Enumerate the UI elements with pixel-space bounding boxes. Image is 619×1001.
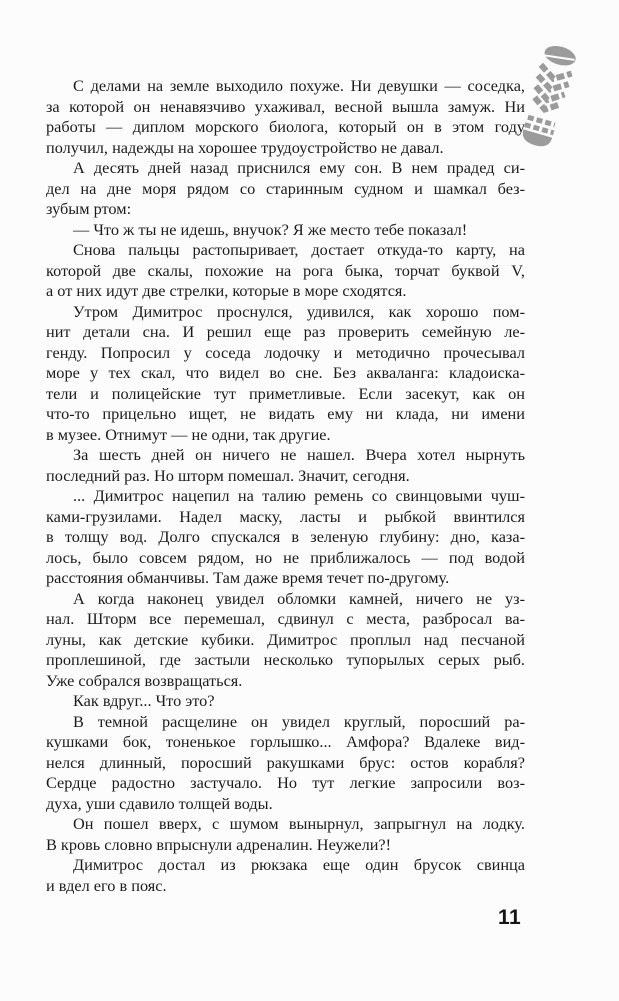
page-text <box>46 76 525 896</box>
text-line: В темной расщелине он увидел круглый, поросший ра- <box>73 711 525 731</box>
paragraph <box>46 855 525 896</box>
text-line: лось, было совсем рядом, но не приближалось — под водой <box>46 547 525 567</box>
text-line: А когда наконец увидел обломки камней, ничего не уз- <box>73 588 525 608</box>
text-line: Уже собрался возвращаться. <box>46 670 243 690</box>
paragraph <box>46 302 525 446</box>
text-line: кушками бок, тоненькое горлышко... Амфора? Вдалеке вид- <box>46 732 525 751</box>
text-line: С делами на земле выходило похуже. Ни девушки — соседка, <box>73 76 525 95</box>
text-line: в музее. Отнимут — не одни, так другие. <box>46 424 331 444</box>
paragraph <box>46 486 525 589</box>
text-line: работы — диплом морского биолога, который он в этом году <box>46 117 525 136</box>
text-line: ... Димитрос нацепил на талию ремень со свинцовыми чуш- <box>73 486 525 505</box>
text-line: которой две скалы, похожие на рога быка, торчат буквой V, <box>46 260 525 280</box>
text-line: В кровь словно впрыснули адреналин. Неужели?! <box>46 834 392 854</box>
text-line: и вдел его в пояс. <box>46 875 167 895</box>
text-line: зубым ртом: <box>46 199 132 218</box>
text-line: Как вдруг... Что это? <box>73 691 215 710</box>
text-line: Сердце радостно застучало. Но тут легкие запросили воз- <box>46 773 525 792</box>
text-line: генду. Попросил у соседа лодочку и методично прочесывал <box>46 342 525 362</box>
text-line: расстояния обманчивы. Там даже время течет по-другому. <box>46 568 450 587</box>
text-line: — Что ж ты не идешь, внучок? Я же место тебе показал! <box>73 219 468 239</box>
text-line: луны, как детские кубики. Димитрос проплыл над песчаной <box>46 629 525 649</box>
paragraph <box>46 240 525 302</box>
text-line: Димитрос достал из рюкзака еще один брусок свинца <box>73 855 525 874</box>
text-line: За шесть дней он ничего не нашел. Вчера хотел нырнуть <box>73 445 525 464</box>
text-line: получил, надежды на хорошее трудоустройство не давал. <box>46 137 444 157</box>
page-number: 11 <box>498 906 522 929</box>
text-line: духа, уши сдавило толщей воды. <box>46 793 273 813</box>
text-line: за которой он ненавязчиво ухаживал, весной вышла замуж. Ни <box>46 96 525 116</box>
text-line: нелся длинный, поросший ракушками брус: остов корабля? <box>46 752 525 772</box>
text-line: проплешиной, где застыли несколько тупорылых серых рыб. <box>46 650 525 669</box>
paragraph <box>46 712 525 815</box>
text-line: тели и полицейские тут приметливые. Если засекут, как он <box>46 383 525 403</box>
text-line: Он пошел вверх, с шумом вынырнул, запрыгнул на лодку. <box>73 814 525 833</box>
text-line: ками-грузилами. Надел маску, ласты и рыбкой ввинтился <box>46 506 525 526</box>
paragraph <box>46 691 525 712</box>
paragraph <box>46 445 525 486</box>
text-line: дел на дне моря рядом со старинным судном и шамкал без- <box>46 178 525 198</box>
text-line: последний раз. Но шторм помешал. Значит, сегодня. <box>46 465 410 485</box>
text-line: нит детали сна. И решил еще раз проверить семейную ле- <box>46 322 525 341</box>
text-line: море у тех скал, что видел во сне. Без акваланга: кладоиска- <box>46 363 525 382</box>
paragraph <box>46 814 525 855</box>
text-line: что-то прицельно ищет, не видать ему ни клада, ни имени <box>46 404 525 423</box>
paragraph <box>46 76 525 158</box>
text-line: в толщу вод. Долго спускался в зеленую глубину: дно, каза- <box>46 527 525 546</box>
text-line: а от них идут две стрелки, которые в море сходятся. <box>46 281 407 300</box>
text-line: Утром Димитрос проснулся, удивился, как хорошо пом- <box>73 301 525 321</box>
text-line: Снова пальцы растопыривает, достает откуда-то карту, на <box>73 240 525 259</box>
paragraph <box>46 589 525 692</box>
text-line: А десять дней назад приснился ему сон. В нем прадед си- <box>73 158 525 177</box>
paragraph <box>46 220 525 241</box>
text-line: нал. Шторм все перемешал, сдвинул с места, разбросал ва- <box>46 609 525 628</box>
paragraph <box>46 158 525 220</box>
